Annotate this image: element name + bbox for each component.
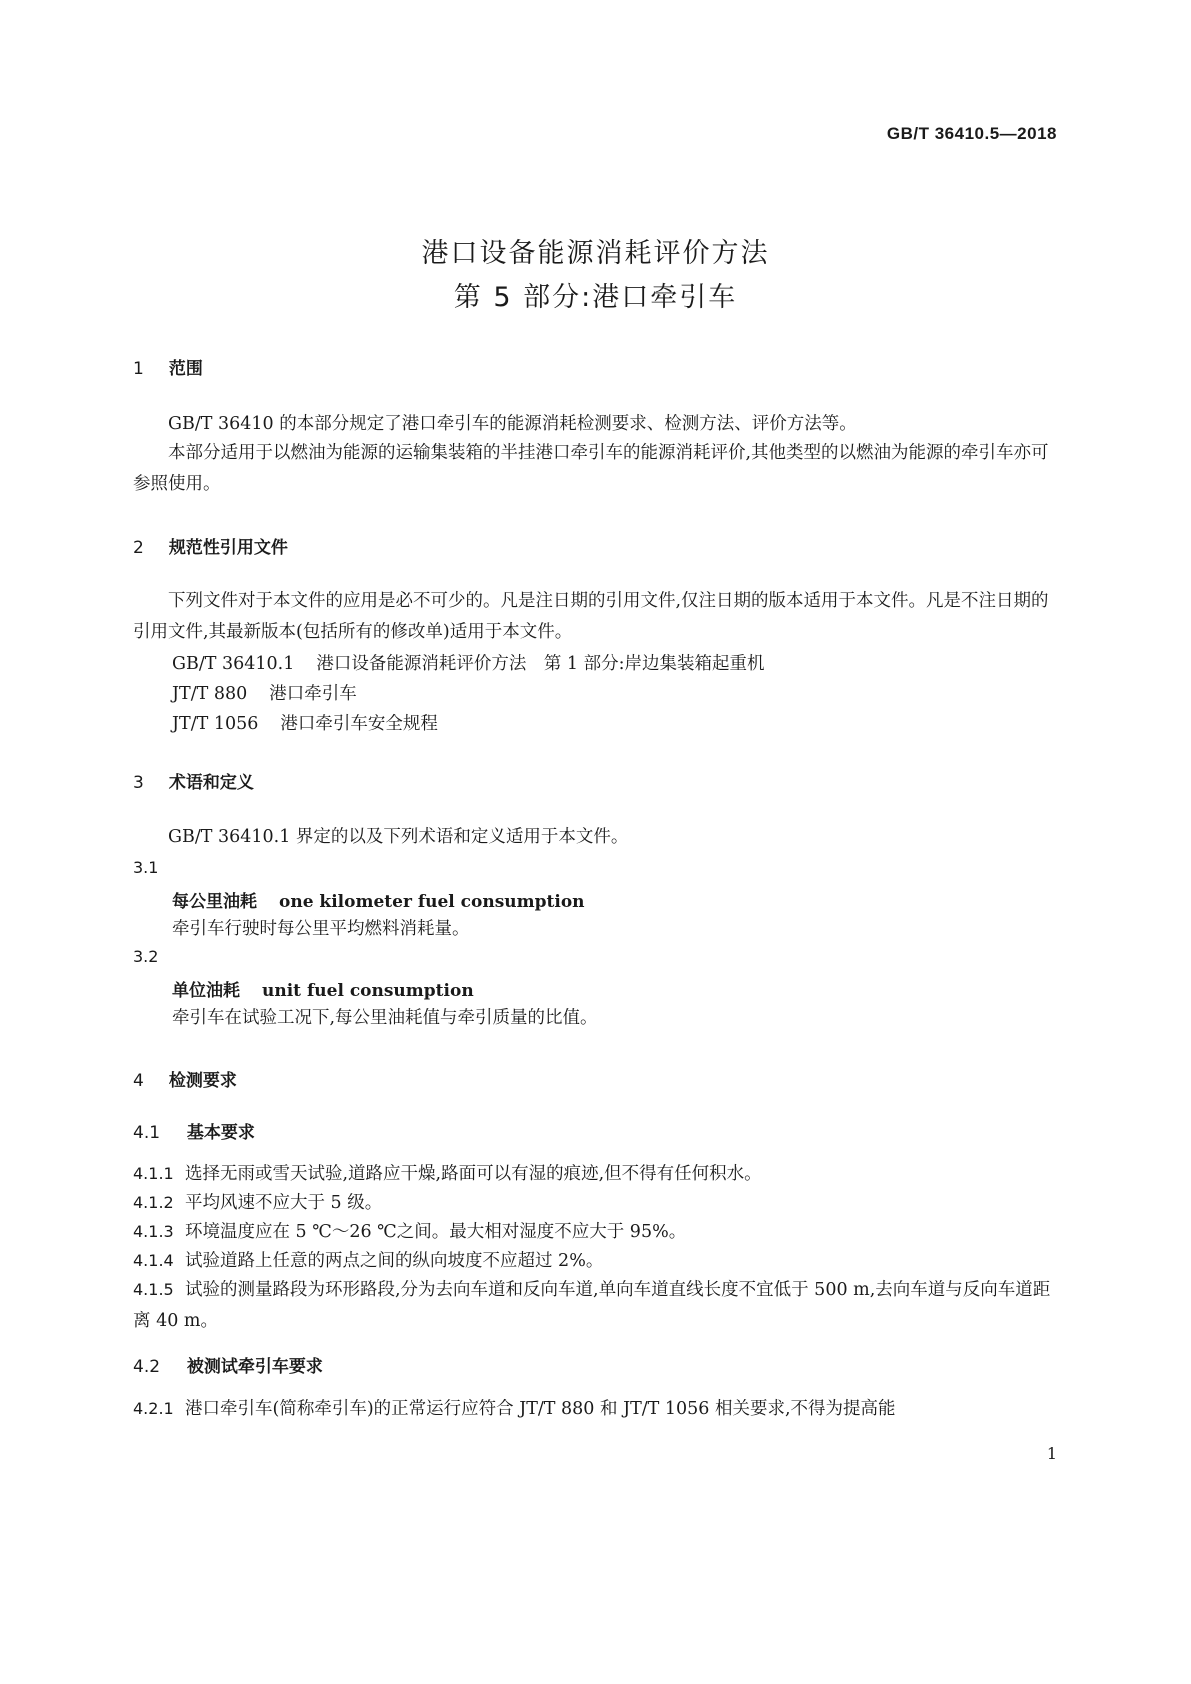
clause-4-1-3	[133, 1216, 1053, 1248]
term-chinese: 单位油耗	[172, 981, 240, 1001]
section-title: 术语和定义	[168, 773, 254, 793]
clause-text: 试验的测量路段为环形路段,分为去向车道和反向车道,单向车道直线长度不宜低于 500 m,去向车道与反向车道距离 40 m。	[133, 1280, 1051, 1331]
subsection-4-1-heading	[133, 1118, 255, 1143]
clause-text: 环境温度应在 5 ℃～26 ℃之间。最大相对湿度不应大于 95%。	[185, 1222, 687, 1242]
clause-number: 4.1.3	[133, 1222, 174, 1241]
section-title: 检测要求	[168, 1071, 237, 1091]
reference-title: 港口设备能源消耗评价方法 第 1 部分:岸边集装箱起重机	[316, 654, 765, 674]
clause-4-2-1	[133, 1393, 1053, 1425]
subsection-number: 4.2	[133, 1357, 161, 1377]
reference-code: JT/T 880	[172, 684, 248, 704]
clause-number: 4.1.4	[133, 1251, 174, 1270]
section-number: 3	[133, 773, 144, 793]
reference-title: 港口牵引车	[269, 684, 357, 704]
clause-4-1-1	[133, 1158, 1053, 1190]
term-entry	[172, 887, 585, 912]
standard-number: GB/T 36410.5—2018	[886, 124, 1057, 143]
subsection-4-2-heading	[133, 1352, 323, 1377]
section-2-paragraph-1: 下列文件对于本文件的应用是必不可少的。凡是注日期的引用文件,仅注日期的版本适用于本文件。凡是不注日期的引用文件,其最新版本(包括所有的修改单)适用于本文件。	[133, 591, 1049, 642]
reference-title: 港口牵引车安全规程	[280, 714, 438, 734]
term-definition: 牵引车在试验工况下,每公里油耗值与牵引质量的比值。	[172, 1008, 598, 1028]
section-1-paragraph-2: 本部分适用于以燃油为能源的运输集装箱的半挂港口牵引车的能源消耗评价,其他类型的以燃油为能源的牵引车亦可参照使用。	[133, 443, 1049, 494]
subsection-number: 4.1	[133, 1123, 161, 1143]
reference-item	[172, 650, 765, 675]
section-number: 1	[133, 359, 144, 379]
section-1-heading	[133, 354, 203, 379]
reference-code: GB/T 36410.1	[172, 654, 295, 674]
reference-item	[172, 710, 438, 735]
clause-number: 4.1.5	[133, 1280, 174, 1299]
section-4-heading	[133, 1066, 237, 1091]
clause-text: 平均风速不应大于 5 级。	[185, 1193, 383, 1213]
clause-text: 港口牵引车(简称牵引车)的正常运行应符合 JT/T 880 和 JT/T 1056 相关要求,不得为提高能	[185, 1399, 896, 1419]
document-title-line2: 第 5 部分:港口牵引车	[453, 282, 738, 313]
section-number: 2	[133, 538, 144, 558]
section-3-paragraph-1: GB/T 36410.1 界定的以及下列术语和定义适用于本文件。	[168, 827, 629, 847]
reference-code: JT/T 1056	[172, 714, 259, 734]
term-number: 3.1	[133, 858, 159, 877]
term-english: one kilometer fuel consumption	[279, 892, 585, 912]
page-number: 1	[1046, 1444, 1057, 1463]
subsection-title: 基本要求	[186, 1123, 255, 1143]
clause-4-1-4	[133, 1245, 1053, 1277]
term-definition: 牵引车行驶时每公里平均燃料消耗量。	[172, 919, 470, 939]
term-english: unit fuel consumption	[262, 981, 474, 1001]
document-title-line1: 港口设备能源消耗评价方法	[421, 238, 770, 269]
reference-item	[172, 680, 357, 705]
subsection-title: 被测试牵引车要求	[186, 1357, 323, 1377]
section-title: 规范性引用文件	[168, 538, 288, 558]
term-number: 3.2	[133, 947, 159, 966]
clause-number: 4.1.1	[133, 1164, 174, 1183]
section-2-heading	[133, 533, 288, 558]
term-entry	[172, 976, 474, 1001]
section-3-heading	[133, 768, 254, 793]
clause-4-1-5	[133, 1274, 1053, 1337]
term-chinese: 每公里油耗	[172, 892, 257, 912]
section-1-paragraph-1: GB/T 36410 的本部分规定了港口牵引车的能源消耗检测要求、检测方法、评价方法等。	[168, 414, 857, 434]
clause-number: 4.1.2	[133, 1193, 174, 1212]
section-number: 4	[133, 1071, 144, 1091]
clause-text: 选择无雨或雪天试验,道路应干燥,路面可以有湿的痕迹,但不得有任何积水。	[185, 1164, 762, 1184]
clause-text: 试验道路上任意的两点之间的纵向坡度不应超过 2%。	[185, 1251, 604, 1271]
clause-4-1-2	[133, 1187, 1053, 1219]
clause-number: 4.2.1	[133, 1399, 174, 1418]
section-title: 范围	[168, 359, 203, 379]
